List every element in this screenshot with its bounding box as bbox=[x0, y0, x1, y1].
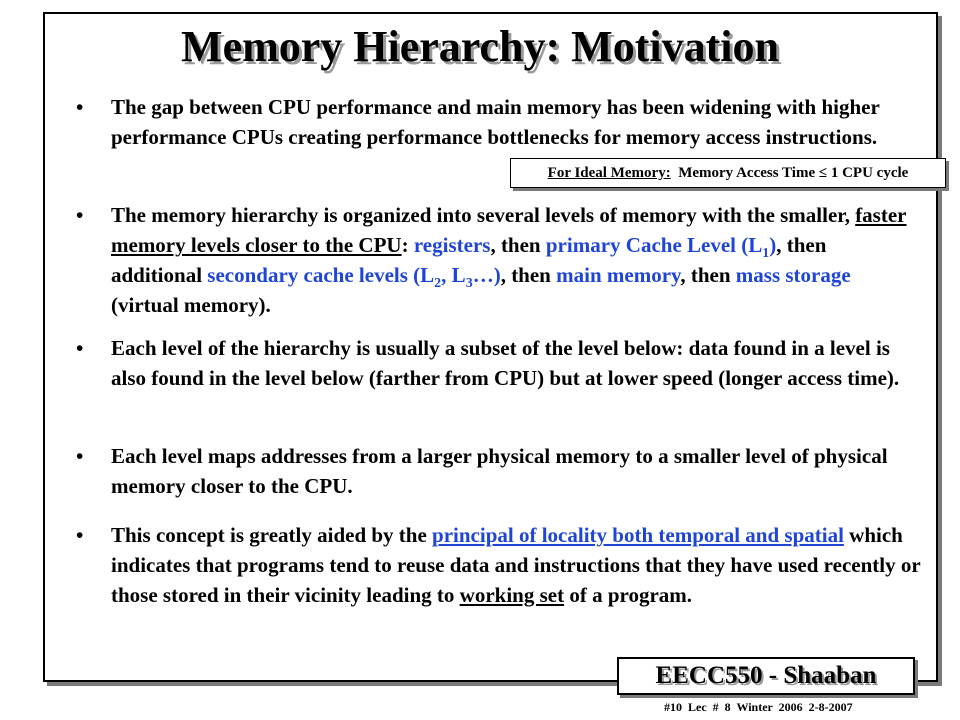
bullet-2-symbol: • bbox=[76, 203, 84, 227]
bullet-1-text: The gap between CPU performance and main memory has been widening with higher performance CPUs creating performance bottlenecks for memory access instructions. bbox=[111, 95, 880, 149]
b2-text-1: The memory hierarchy is organized into several levels of memory with the smaller, bbox=[111, 203, 856, 227]
ideal-memory-text: Memory Access Time bbox=[678, 165, 816, 181]
b2-secondary-label: secondary cache levels (L bbox=[207, 263, 435, 287]
b2-primary-label: primary Cache Level (L bbox=[545, 233, 763, 257]
b5-working-set: working set bbox=[459, 583, 565, 607]
less-equal-symbol: ≤ bbox=[818, 165, 828, 181]
bullet-5-text bbox=[111, 520, 921, 610]
bullet-1-symbol: • bbox=[76, 95, 84, 119]
b5-text-3: of a program. bbox=[564, 583, 693, 607]
b2-text-5: , then bbox=[500, 263, 557, 287]
b2-text-3: , then bbox=[490, 233, 546, 257]
b2-primary-sub: 1 bbox=[762, 246, 770, 262]
bullet-2-text bbox=[111, 200, 921, 320]
b2-primary-end: ) bbox=[769, 233, 777, 257]
ideal-memory-label: For Ideal Memory: bbox=[547, 165, 671, 181]
course-footer-box: EECC550 - Shaaban bbox=[617, 657, 915, 695]
b2-text-6: , then bbox=[680, 263, 736, 287]
b2-secondary-sub2: 3 bbox=[465, 276, 473, 292]
b5-text-1: This concept is greatly aided by the bbox=[111, 523, 433, 547]
ideal-memory-value: 1 CPU cycle bbox=[830, 165, 909, 181]
ideal-memory-callout bbox=[510, 158, 946, 188]
b5-locality-phrase: principal of locality both temporal and spatial bbox=[432, 523, 844, 547]
bullet-4-text: Each level maps addresses from a larger physical memory to a smaller level of physical memory closer to the CPU. bbox=[111, 444, 888, 498]
b2-secondary-end: …) bbox=[472, 263, 501, 287]
b2-secondary-mid: , L bbox=[441, 263, 466, 287]
b2-main-memory: main memory bbox=[556, 263, 681, 287]
b2-secondary-sub1: 2 bbox=[434, 276, 442, 292]
b5-text-2: which indicates that programs tend to reuse data and instructions that they have used recently or those stored in their vicinity leading to bbox=[111, 523, 921, 607]
bullet-3-text: Each level of the hierarchy is usually a subset of the level below: data found in a level is also found in the level below (farther from CPU) but at lower speed (longer access time). bbox=[111, 336, 900, 390]
b2-text-4: , then additional bbox=[111, 233, 827, 287]
bullet-3-symbol: • bbox=[76, 336, 84, 360]
b2-text-2: : bbox=[401, 233, 414, 257]
b2-text-7: (virtual memory). bbox=[111, 293, 271, 317]
lecture-footnote: #10 Lec # 8 Winter 2006 2-8-2007 bbox=[664, 700, 853, 714]
b2-primary-cache bbox=[545, 233, 777, 262]
slide-title: Memory Hierarchy: Motivation bbox=[181, 22, 779, 71]
b2-registers: registers bbox=[413, 233, 491, 257]
b2-mass-storage: mass storage bbox=[735, 263, 851, 287]
bullet-4-symbol: • bbox=[76, 444, 84, 468]
b2-underlined-phrase: faster memory levels closer to the CPU bbox=[111, 203, 907, 257]
bullet-5-symbol: • bbox=[76, 523, 84, 547]
b2-secondary-cache bbox=[207, 263, 501, 292]
